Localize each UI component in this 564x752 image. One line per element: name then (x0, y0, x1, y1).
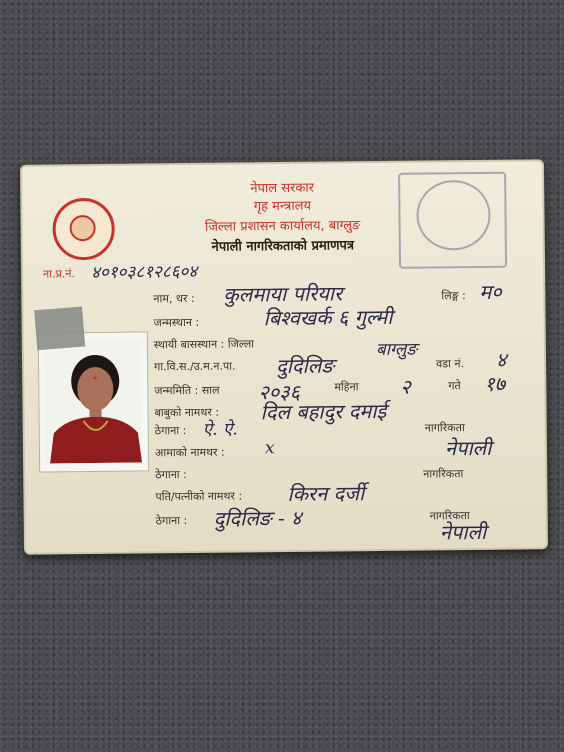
dob-day-label: गते (448, 379, 461, 393)
name-label: नाम, थर : (153, 291, 195, 306)
mother-nationality-label: नागरिकता (423, 467, 464, 481)
mother-name-value: x (264, 438, 275, 459)
birthplace-label: जन्मस्थान : (153, 315, 200, 330)
gender-value: म० (479, 279, 502, 304)
father-nationality-label: नागरिकता (424, 421, 465, 435)
header-government: नेपाल सरकार (250, 180, 315, 197)
dob-label: जन्ममिति : साल (154, 383, 220, 398)
header-ministry: गृह मन्त्रालय (253, 198, 312, 215)
dob-month-label: महिना (334, 380, 359, 394)
spouse-address-value: दुदिलिङ - ४ (213, 505, 302, 531)
spouse-nationality-value: नेपाली (439, 519, 487, 545)
father-address-value: ऐ. ऐ. (202, 419, 238, 440)
dob-day: १७ (484, 371, 506, 396)
permanent-address-label: स्थायी बासस्थान : जिल्ला (153, 337, 255, 352)
mother-name-label: आमाको नामथर : (154, 445, 225, 460)
certificate-title: नेपाली नागरिकताको प्रमाणपत्र (211, 238, 355, 255)
birthplace-value: बिश्वखर्क ६ गुल्मी (263, 304, 393, 331)
ward-value: ४ (495, 347, 507, 372)
father-address-label: ठेगाना : (154, 424, 187, 438)
spouse-nationality-label: नागरिकता (429, 509, 470, 523)
gender-label: लिङ्ग : (441, 289, 466, 303)
vdc-value: दुदिलिङ (275, 353, 335, 379)
spouse-name-label: पति/पत्नीको नामथर : (155, 489, 243, 504)
spouse-name-value: किरन दर्जी (287, 481, 365, 506)
vdc-label: गा.वि.स./उ.म.न.पा. (154, 359, 236, 374)
spouse-address-label: ठेगाना : (155, 514, 188, 528)
name-value: कुलमाया परियार (223, 281, 343, 307)
ward-label: वडा नं. (436, 357, 465, 371)
portrait-icon (45, 340, 142, 463)
header-office: जिल्ला प्रशासन कार्यालय, बाग्लुङ (204, 218, 361, 235)
citizenship-certificate-card (20, 159, 548, 554)
district-value: बाग्लुङ (375, 339, 418, 361)
holder-photo (38, 331, 149, 472)
dob-year: २०३६ (258, 379, 301, 405)
certificate-number-value: ४०१०३८१२८६०४ (91, 261, 198, 284)
father-nationality-value: नेपाली (444, 435, 492, 461)
father-name-value: दिल बहादुर दमाई (260, 398, 387, 425)
certificate-number-label: ना.प्र.नं. (43, 267, 75, 281)
dob-month: २ (400, 374, 411, 399)
mother-address-label: ठेगाना : (155, 468, 187, 482)
photo-tape (34, 306, 85, 350)
father-name-label: बाबुको नामथर : (154, 405, 220, 420)
